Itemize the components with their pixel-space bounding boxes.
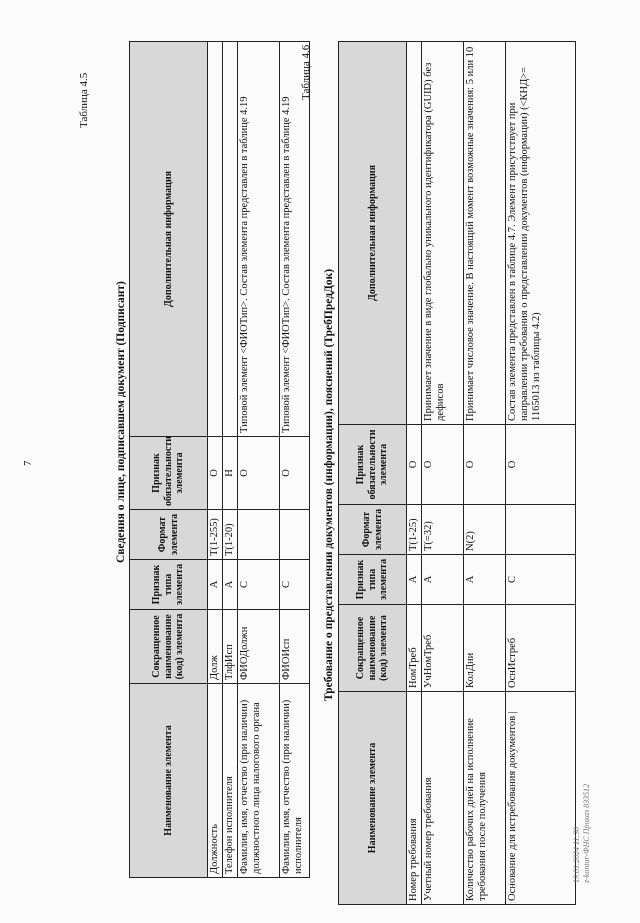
column-header: Дополнительная информация: [130, 42, 208, 437]
column-header: Формат элемента: [130, 510, 208, 560]
cell-code: ТлфИсп: [223, 610, 238, 684]
print-stamp: [572, 784, 591, 883]
column-header: Формат элемента: [339, 505, 407, 555]
column-header: Наименование элемента: [339, 692, 407, 905]
cell-code: НомТреб: [407, 605, 422, 692]
table-caption: Таблица 4.5: [78, 72, 90, 128]
cell-code: Долж: [208, 610, 223, 684]
cell-format: T(1-255): [208, 510, 223, 560]
cell-code: ОснИстреб: [506, 605, 576, 692]
cell-required: О: [422, 425, 464, 505]
cell-name: Номер требования: [407, 692, 422, 905]
table-row: [407, 42, 422, 905]
column-header: Сокращенное наименование (код) элемента: [130, 610, 208, 684]
table-title: Требование о представлении документов (информации), пояснений (ТребПредДок): [323, 268, 335, 701]
cell-required: О: [238, 437, 280, 510]
table-row: [280, 42, 310, 878]
cell-code: УчНомТреб: [422, 605, 464, 692]
page-number: 7: [22, 460, 34, 466]
stamp-line: 19.01.2024 11:30: [572, 826, 581, 883]
cell-format: T(1-25): [407, 505, 422, 555]
cell-type: С: [280, 560, 310, 610]
cell-info: Принимает числовое значение. В настоящий момент возможные значения: 5 или 10: [464, 42, 506, 425]
cell-type: А: [422, 555, 464, 605]
cell-info: Состав элемента представлен в таблице 4.7. Элемент присутствует при направлении требования о представлении документов (информации) (<КНД>= 1165013 из таблицы 4.2): [506, 42, 576, 425]
cell-format: T(=32): [422, 505, 464, 555]
cell-required: О: [506, 425, 576, 505]
cell-info: [407, 42, 422, 425]
cell-format: [280, 510, 310, 560]
table-title: Сведения о лице, подписавшем документ (Подписант): [115, 281, 127, 563]
column-header: Признак типа элемента: [339, 555, 407, 605]
column-header: Дополнительная информация: [339, 42, 407, 425]
table-row: [208, 42, 223, 878]
cell-name: Должность: [208, 684, 223, 878]
cell-name: Телефон исполнителя: [223, 684, 238, 878]
table-caption: Таблица 4.6: [300, 44, 312, 100]
cell-required: Н: [223, 437, 238, 510]
table-header-row: [130, 42, 208, 878]
cell-type: С: [238, 560, 280, 610]
column-header: Наименование элемента: [130, 684, 208, 878]
cell-name: Количество рабочих дней на исполнение требования после получения: [464, 692, 506, 905]
cell-info: Типовой элемент <ФИОТип>. Состав элемента представлен в таблице 4.19: [238, 42, 280, 437]
cell-format: N(2): [464, 505, 506, 555]
cell-code: КолДни: [464, 605, 506, 692]
cell-type: А: [407, 555, 422, 605]
cell-type: А: [223, 560, 238, 610]
cell-required: О: [208, 437, 223, 510]
cell-info: Типовой элемент <ФИОТип>. Состав элемента представлен в таблице 4.19: [280, 42, 310, 437]
table-header-row: [339, 42, 407, 905]
cell-name: Фамилия, имя, отчество (при наличии) исполнителя: [280, 684, 310, 878]
column-header: Признак типа элемента: [130, 560, 208, 610]
cell-type: С: [506, 555, 576, 605]
cell-name: Учетный номер требования: [422, 692, 464, 905]
cell-code: ФИОДолжн: [238, 610, 280, 684]
cell-info: [223, 42, 238, 437]
column-header: Признак обязательности элемента: [339, 425, 407, 505]
cell-type: А: [208, 560, 223, 610]
signer-table: [129, 41, 310, 878]
cell-required: О: [464, 425, 506, 505]
table-row: [422, 42, 464, 905]
cell-name: Основание для истребования документов |: [506, 692, 576, 905]
cell-format: [506, 505, 576, 555]
cell-info: [208, 42, 223, 437]
cell-info: Принимает значение в виде глобально уникального идентификатора (GUID) без дефисов: [422, 42, 464, 425]
cell-required: О: [280, 437, 310, 510]
table-row: [464, 42, 506, 905]
cell-format: T(1-20): [223, 510, 238, 560]
cell-required: О: [407, 425, 422, 505]
cell-type: А: [464, 555, 506, 605]
request-table: [338, 41, 576, 905]
cell-name: Фамилия, имя, отчество (при наличии) должностного лица налогового органа: [238, 684, 280, 878]
cell-code: ФИОИсп: [280, 610, 310, 684]
table-row: [238, 42, 280, 878]
cell-format: [238, 510, 280, 560]
table-row: [223, 42, 238, 878]
stamp-line: z-kontur-ФНС Приказ 833512: [581, 783, 591, 883]
column-header: Сокращенное наименование (код) элемента: [339, 605, 407, 692]
column-header: Признак обязательности элемента: [130, 437, 208, 510]
table-row: [506, 42, 576, 905]
